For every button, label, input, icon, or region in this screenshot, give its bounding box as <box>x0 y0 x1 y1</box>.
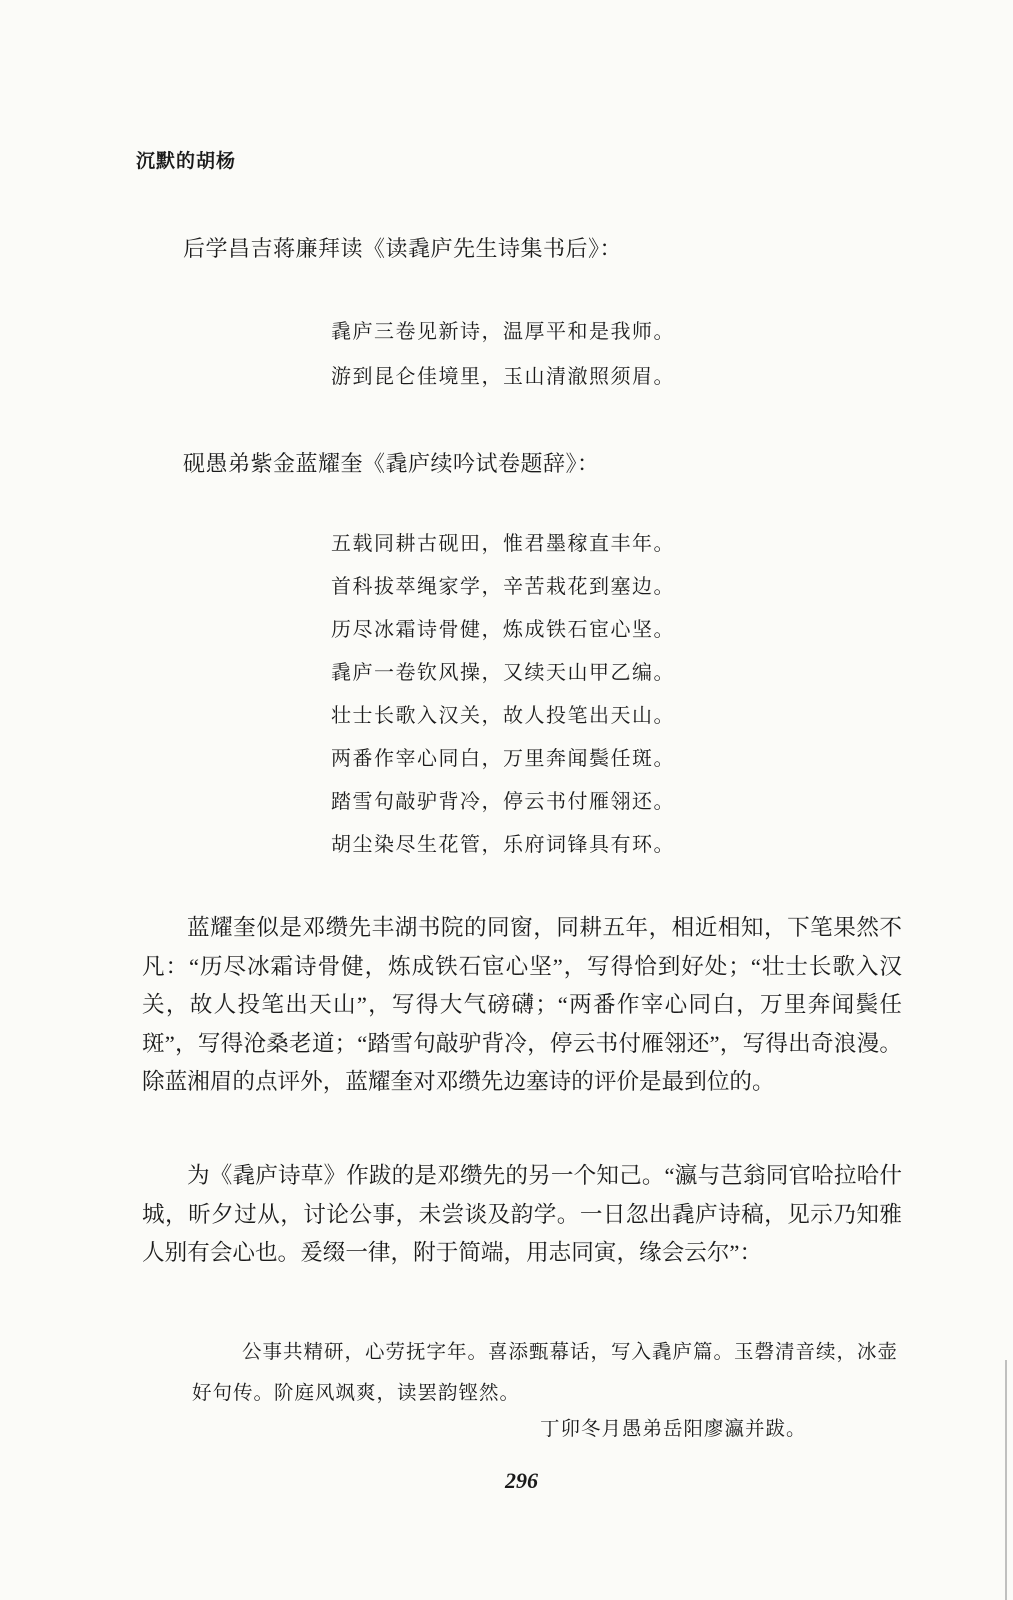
poem-line: 首科拔萃绳家学，辛苦栽花到塞边。 <box>331 574 675 598</box>
intro-line-1: 后学昌吉蒋廉拜读《读毳庐先生诗集书后》： <box>183 237 623 262</box>
postscript-poem <box>192 1331 902 1413</box>
intro-line-2: 砚愚弟紫金蓝耀奎《毳庐续吟试卷题辞》： <box>183 452 600 477</box>
running-head: 沉默的胡杨 <box>136 150 237 172</box>
poem-line: 游到昆仑佳境里，玉山清澈照须眉。 <box>331 364 675 388</box>
paragraph-text: 蓝耀奎似是邓缵先丰湖书院的同窗，同耕五年，相近相知，下笔果然不凡：“历尽冰霜诗骨健，炼成铁石宦心坚”，写得恰到好处；“壮士长歌入汉关，故人投笔出天山”，写得大气磅礴；“两番作宰心同白，万里奔闻鬓任斑”，写得沧桑老道；“踏雪句敲驴背冷，停云书付雁翎还”，写得出奇浪漫。除蓝湘眉的点评外，蓝耀奎对邓缵先边塞诗的评价是最到位的。 <box>142 915 902 1094</box>
poem-line: 毳庐一卷钦风操，又续天山甲乙编。 <box>331 660 675 684</box>
poem-2 <box>331 528 711 872</box>
signature-line: 丁卯冬月愚弟岳阳廖瀛并跋。 <box>540 1417 807 1440</box>
page-number: 296 <box>505 1468 538 1493</box>
poem-line: 历尽冰霜诗骨健，炼成铁石宦心坚。 <box>331 617 675 641</box>
poem-line: 踏雪句敲驴背冷，停云书付雁翎还。 <box>331 789 675 813</box>
poem-line: 壮士长歌入汉关，故人投笔出天山。 <box>331 703 675 727</box>
poem-line: 毳庐三卷见新诗，温厚平和是我师。 <box>331 319 675 343</box>
poem-line: 五载同耕古砚田，惟君墨稼直丰年。 <box>331 531 675 555</box>
body-paragraph-1 <box>142 909 902 1102</box>
poem-1 <box>331 316 711 406</box>
poem-line: 胡尘染尽生花管，乐府词锋具有环。 <box>331 832 675 856</box>
body-paragraph-2 <box>142 1157 902 1273</box>
paragraph-text: 为《毳庐诗草》作跋的是邓缵先的另一个知己。“瀛与芑翁同官哈拉哈什城，昕夕过从，讨论公事，未尝谈及韵学。一日忽出毳庐诗稿，见示乃知雅人别有会心也。爰缀一律，附于简端，用志同寅，缘会云尔”： <box>142 1163 902 1265</box>
poem-line: 两番作宰心同白，万里奔闻鬓任斑。 <box>331 746 675 770</box>
postscript-poem-text: 公事共精研，心劳抚字年。喜添甄幕话，写入毳庐篇。玉磬清音续，冰壶好句传。阶庭风飒爽，读罢韵铿然。 <box>192 1340 899 1404</box>
